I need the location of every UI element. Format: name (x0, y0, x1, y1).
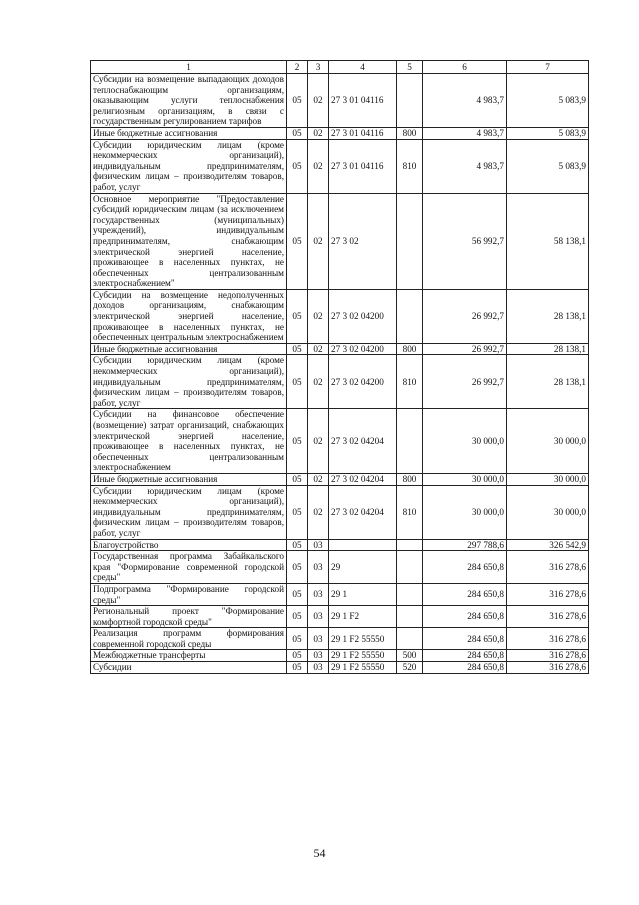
row-amount-year-1: 297 788,6 (423, 539, 507, 551)
row-section-code: 05 (287, 127, 308, 139)
table-row (91, 583, 589, 605)
row-target-article (329, 539, 397, 551)
row-subsection-code: 03 (308, 650, 329, 662)
row-section-code: 05 (287, 289, 308, 343)
table-row (91, 409, 589, 474)
row-section-code: 05 (287, 343, 308, 355)
row-target-article: 27 3 02 04200 (329, 289, 397, 343)
row-amount-year-1: 26 992,7 (423, 355, 507, 409)
row-target-article: 27 3 01 04116 (329, 139, 397, 193)
column-header: 1 (91, 61, 287, 74)
row-amount-year-1: 26 992,7 (423, 343, 507, 355)
row-subsection-code: 02 (308, 139, 329, 193)
row-name: Субсидии юридическим лицам (кроме некоммерческих организаций), индивидуальным предпринимателям, физическим лицам – производителям товаров, работ, услуг (91, 139, 287, 193)
row-subsection-code: 02 (308, 343, 329, 355)
row-amount-year-2: 316 278,6 (507, 650, 589, 662)
row-amount-year-2: 316 278,6 (507, 583, 589, 605)
table-header-row (91, 61, 589, 74)
table-row (91, 127, 589, 139)
row-target-article: 29 1 F2 55550 (329, 662, 397, 674)
row-name: Субсидии юридическим лицам (кроме некоммерческих организаций), индивидуальным предпринимателям, физическим лицам – производителям товаров, работ, услуг (91, 355, 287, 409)
row-amount-year-1: 30 000,0 (423, 473, 507, 485)
table-row (91, 628, 589, 650)
row-target-article: 27 3 02 04200 (329, 343, 397, 355)
table-row (91, 193, 589, 289)
row-amount-year-2: 316 278,6 (507, 662, 589, 674)
table-row (91, 355, 589, 409)
row-name: Иные бюджетные ассигнования (91, 473, 287, 485)
column-header: 6 (423, 61, 507, 74)
row-section-code: 05 (287, 355, 308, 409)
row-subsection-code: 03 (308, 628, 329, 650)
row-target-article: 29 1 F2 55550 (329, 650, 397, 662)
row-expense-type: 800 (397, 343, 423, 355)
row-name: Субсидии на возмещение выпадающих доходов теплоснабжающим организациям, оказывающим услуги теплоснабжения религиозным организациям, в связи с государственным регулированием тарифов (91, 74, 287, 128)
row-section-code: 05 (287, 74, 308, 128)
row-name: Иные бюджетные ассигнования (91, 127, 287, 139)
row-section-code: 05 (287, 539, 308, 551)
row-amount-year-1: 284 650,8 (423, 551, 507, 584)
column-header: 5 (397, 61, 423, 74)
row-amount-year-1: 4 983,7 (423, 139, 507, 193)
row-section-code: 05 (287, 551, 308, 584)
column-header: 4 (329, 61, 397, 74)
row-subsection-code: 03 (308, 551, 329, 584)
row-expense-type: 800 (397, 127, 423, 139)
table-row (91, 74, 589, 128)
row-amount-year-1: 284 650,8 (423, 583, 507, 605)
row-amount-year-1: 30 000,0 (423, 485, 507, 539)
row-section-code: 05 (287, 662, 308, 674)
table-row (91, 485, 589, 539)
row-subsection-code: 03 (308, 662, 329, 674)
row-subsection-code: 02 (308, 473, 329, 485)
row-expense-type: 500 (397, 650, 423, 662)
row-expense-type: 810 (397, 485, 423, 539)
row-amount-year-1: 284 650,8 (423, 650, 507, 662)
row-amount-year-2: 5 083,9 (507, 127, 589, 139)
row-section-code: 05 (287, 606, 308, 628)
row-name: Межбюджетные трансферты (91, 650, 287, 662)
row-section-code: 05 (287, 139, 308, 193)
row-section-code: 05 (287, 628, 308, 650)
budget-page (90, 60, 588, 674)
column-header: 3 (308, 61, 329, 74)
row-amount-year-1: 26 992,7 (423, 289, 507, 343)
row-amount-year-2: 316 278,6 (507, 606, 589, 628)
row-amount-year-2: 30 000,0 (507, 409, 589, 474)
row-amount-year-2: 58 138,1 (507, 193, 589, 289)
row-name: Государственная программа Забайкальского края "Формирование современной городской среды" (91, 551, 287, 584)
row-name: Иные бюджетные ассигнования (91, 343, 287, 355)
row-expense-type (397, 628, 423, 650)
row-amount-year-1: 4 983,7 (423, 127, 507, 139)
table-body (91, 74, 589, 674)
row-target-article: 27 3 02 04200 (329, 355, 397, 409)
row-amount-year-2: 5 083,9 (507, 139, 589, 193)
row-name: Основное мероприятие "Предоставление субсидий юридическим лицам (за исключением государственных (муниципальных) учреждений), индивидуальным предпринимателям, снабжающим электрической энергией население, проживающее в населенных пунктах, не обеспеченных централизованным электроснабжением" (91, 193, 287, 289)
row-amount-year-2: 28 138,1 (507, 289, 589, 343)
table-row (91, 606, 589, 628)
table-row (91, 551, 589, 584)
row-expense-type: 810 (397, 355, 423, 409)
row-subsection-code: 02 (308, 409, 329, 474)
table-row (91, 343, 589, 355)
row-target-article: 29 (329, 551, 397, 584)
row-subsection-code: 02 (308, 355, 329, 409)
row-amount-year-2: 28 138,1 (507, 355, 589, 409)
row-amount-year-1: 284 650,8 (423, 628, 507, 650)
row-amount-year-2: 326 542,9 (507, 539, 589, 551)
row-expense-type (397, 74, 423, 128)
row-name: Субсидии на возмещение недополученных доходов организациям, снабжающим электрической энергией население, проживающее в населенных пунктах, не обеспеченных центральным электроснабжением (91, 289, 287, 343)
row-expense-type (397, 583, 423, 605)
column-header: 7 (507, 61, 589, 74)
row-subsection-code: 02 (308, 127, 329, 139)
row-amount-year-1: 56 992,7 (423, 193, 507, 289)
page-number: 54 (313, 846, 326, 860)
row-expense-type: 800 (397, 473, 423, 485)
table-row (91, 539, 589, 551)
row-target-article: 27 3 02 04204 (329, 473, 397, 485)
table-row (91, 289, 589, 343)
row-amount-year-1: 4 983,7 (423, 74, 507, 128)
row-expense-type (397, 193, 423, 289)
row-amount-year-2: 5 083,9 (507, 74, 589, 128)
row-subsection-code: 03 (308, 583, 329, 605)
row-amount-year-2: 316 278,6 (507, 628, 589, 650)
row-section-code: 05 (287, 473, 308, 485)
row-expense-type: 520 (397, 662, 423, 674)
row-amount-year-2: 316 278,6 (507, 551, 589, 584)
row-expense-type (397, 289, 423, 343)
row-subsection-code: 03 (308, 606, 329, 628)
row-subsection-code: 02 (308, 485, 329, 539)
row-name: Подпрограмма "Формирование городской среды" (91, 583, 287, 605)
row-target-article: 27 3 02 04204 (329, 409, 397, 474)
row-name: Субсидии (91, 662, 287, 674)
row-target-article: 27 3 02 (329, 193, 397, 289)
row-section-code: 05 (287, 193, 308, 289)
row-target-article: 27 3 01 04116 (329, 74, 397, 128)
row-amount-year-1: 284 650,8 (423, 606, 507, 628)
column-header: 2 (287, 61, 308, 74)
row-target-article: 29 1 (329, 583, 397, 605)
row-amount-year-2: 30 000,0 (507, 485, 589, 539)
row-section-code: 05 (287, 409, 308, 474)
row-amount-year-2: 30 000,0 (507, 473, 589, 485)
row-section-code: 05 (287, 485, 308, 539)
row-section-code: 05 (287, 650, 308, 662)
row-name: Реализация программ формирования современной городской среды (91, 628, 287, 650)
row-target-article: 27 3 02 04204 (329, 485, 397, 539)
row-expense-type: 810 (397, 139, 423, 193)
row-name: Региональный проект "Формирование комфортной городской среды" (91, 606, 287, 628)
row-subsection-code: 02 (308, 289, 329, 343)
row-subsection-code: 02 (308, 74, 329, 128)
table-row (91, 662, 589, 674)
row-name: Субсидии юридическим лицам (кроме некоммерческих организаций), индивидуальным предпринимателям, физическим лицам – производителям товаров, работ, услуг (91, 485, 287, 539)
row-target-article: 29 1 F2 (329, 606, 397, 628)
table-row (91, 473, 589, 485)
row-target-article: 27 3 01 04116 (329, 127, 397, 139)
row-expense-type (397, 539, 423, 551)
row-amount-year-1: 284 650,8 (423, 662, 507, 674)
row-subsection-code: 02 (308, 193, 329, 289)
row-amount-year-2: 28 138,1 (507, 343, 589, 355)
row-amount-year-1: 30 000,0 (423, 409, 507, 474)
row-target-article: 29 1 F2 55550 (329, 628, 397, 650)
row-expense-type (397, 551, 423, 584)
row-section-code: 05 (287, 583, 308, 605)
table-row (91, 650, 589, 662)
row-expense-type (397, 606, 423, 628)
row-name: Субсидии на финансовое обеспечение (возмещение) затрат организаций, снабжающих электрической энергией население, проживающее в населенных пунктах, не обеспеченных централизованным электроснабжением (91, 409, 287, 474)
row-subsection-code: 03 (308, 539, 329, 551)
row-name: Благоустройство (91, 539, 287, 551)
row-expense-type (397, 409, 423, 474)
table-row (91, 139, 589, 193)
budget-table (90, 60, 589, 674)
